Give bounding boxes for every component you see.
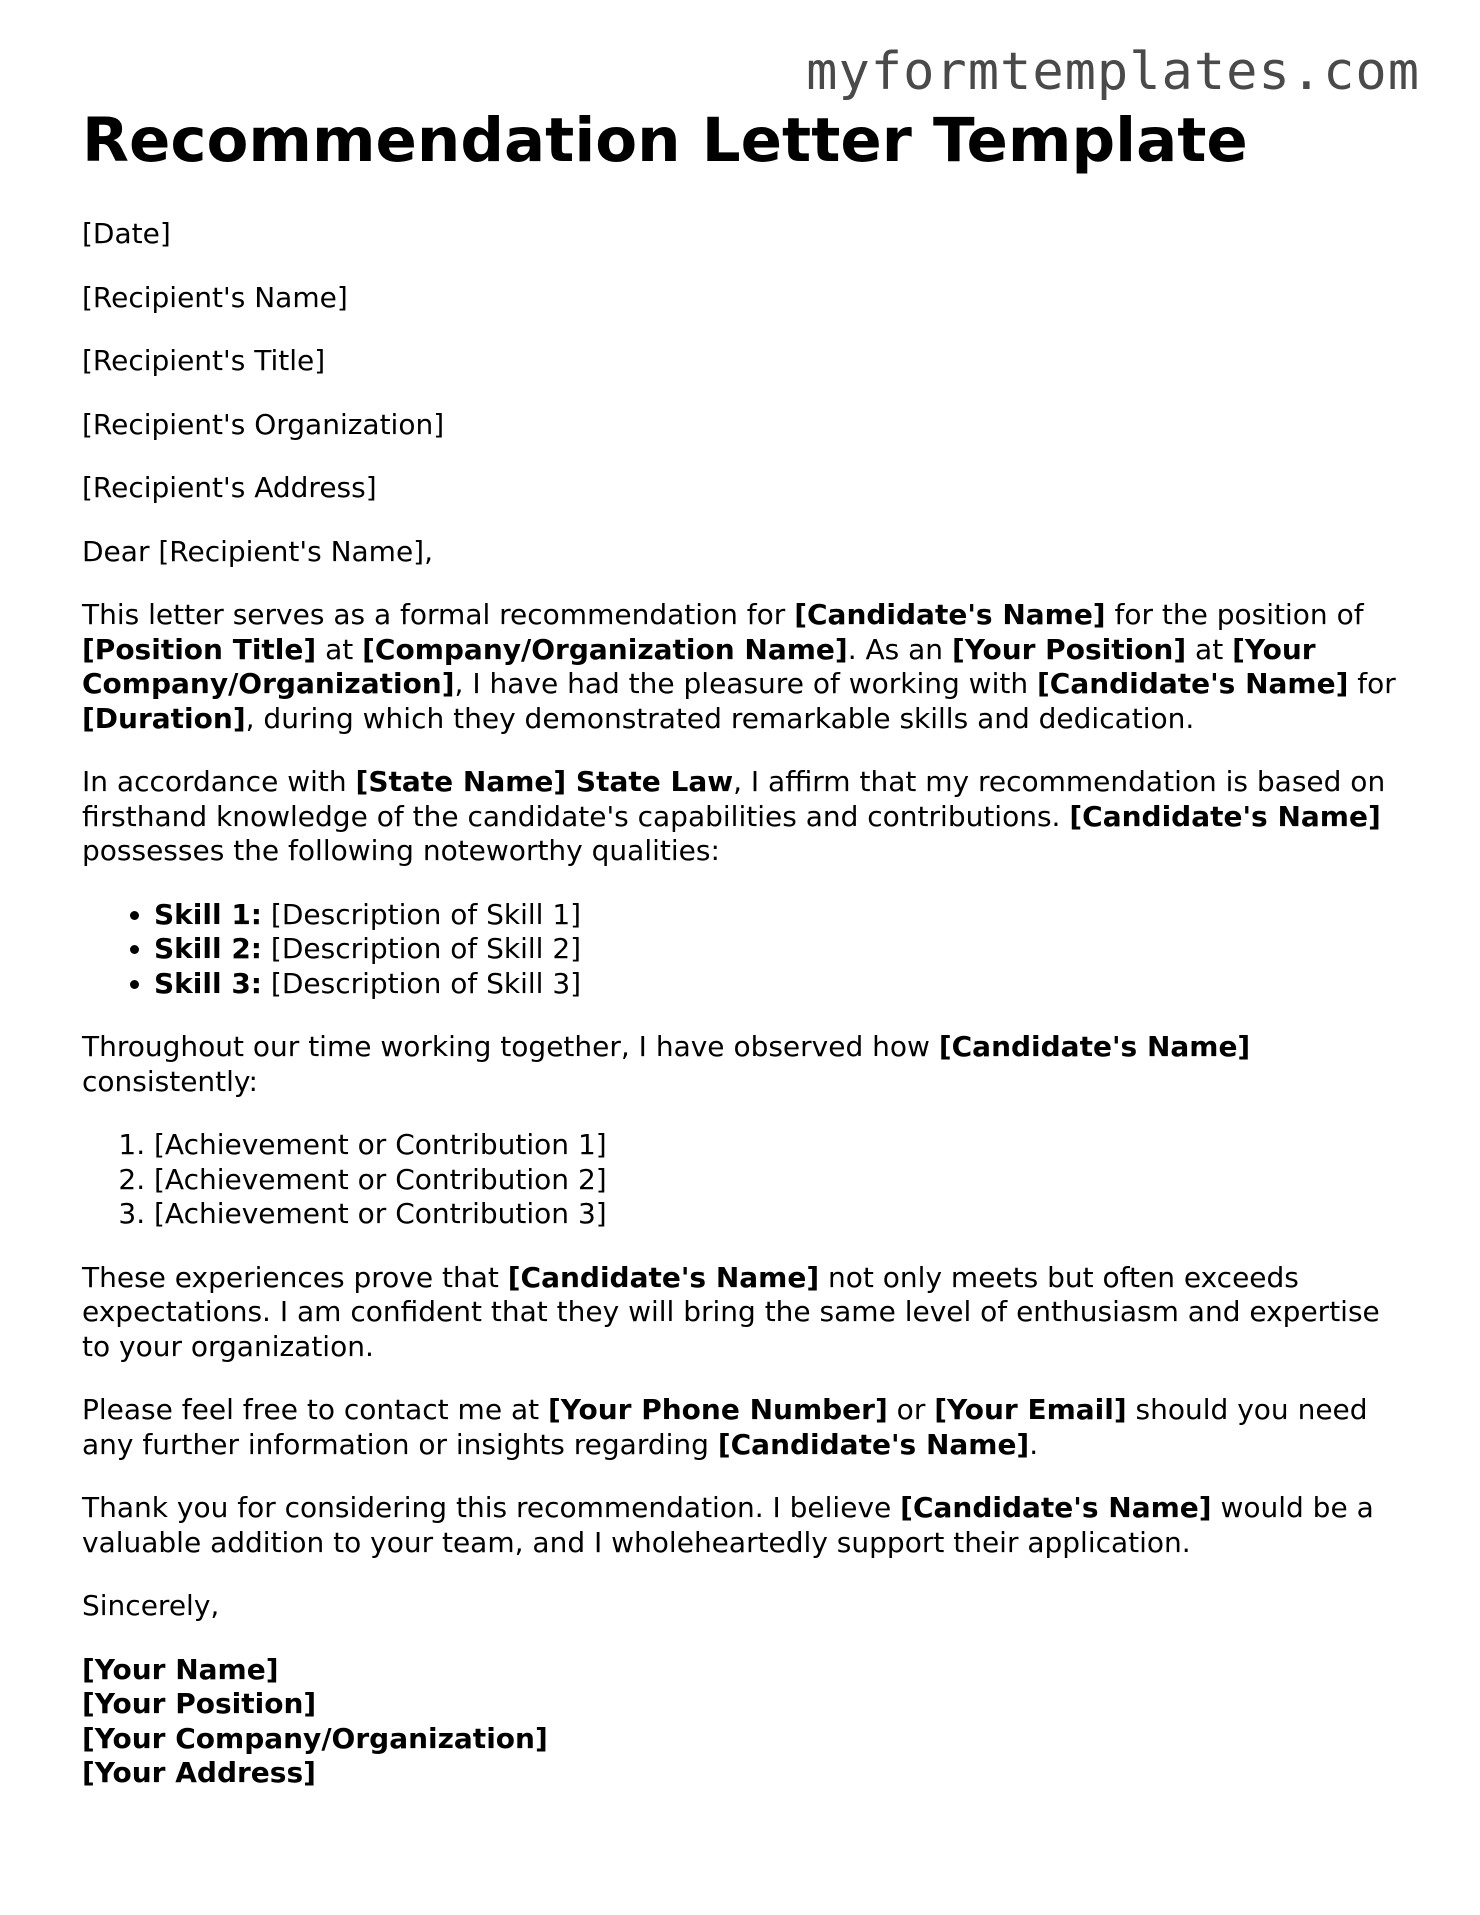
paragraph-thanks: Thank you for considering this recommendation. I believe [Candidate's Name] would be a valuable addition to your team, and I wholeheartedly support their application.: [82, 1491, 1374, 1559]
paragraph-observation: Throughout our time working together, I have observed how [Candidate's Name] consistently:: [82, 1030, 1251, 1098]
letter-document: [82, 104, 1412, 1791]
list-item: • Skill 3: [Description of Skill 3]: [154, 967, 1412, 1002]
date-line: [Date]: [82, 217, 171, 251]
achievements-list: [82, 1128, 1412, 1232]
list-item: 1. [Achievement or Contribution 1]: [154, 1128, 1412, 1163]
closing: Sincerely,: [82, 1589, 220, 1623]
signature-block: [82, 1653, 1412, 1791]
site-watermark: myformtemplates.com: [806, 42, 1420, 102]
page-title: Recommendation Letter Template: [82, 105, 1248, 176]
paragraph-state-law: In accordance with [State Name] State Law, I affirm that my recommendation is based on firsthand knowledge of the candidate's capabilities and contributions. [Candidate's Name] possesses the following noteworthy qualities:: [82, 765, 1386, 868]
recipient-address-line: [Recipient's Address]: [82, 471, 377, 505]
paragraph-experiences: These experiences prove that [Candidate's Name] not only meets but often exceeds expectations. I am confident that they will bring the same level of enthusiasm and expertise to your organization.: [82, 1260, 1380, 1363]
list-item: 2. [Achievement or Contribution 2]: [154, 1163, 1412, 1198]
signature-name: [Your Name]: [82, 1652, 279, 1686]
paragraph-contact: Please feel free to contact me at [Your Phone Number] or [Your Email] should you need any further information or insights regarding [Candidate's Name].: [82, 1393, 1368, 1461]
signature-organization: [Your Company/Organization]: [82, 1721, 548, 1755]
list-item: • Skill 1: [Description of Skill 1]: [154, 898, 1412, 933]
recipient-organization-line: [Recipient's Organization]: [82, 407, 445, 441]
list-item: 3. [Achievement or Contribution 3]: [154, 1197, 1412, 1232]
signature-address: [Your Address]: [82, 1756, 316, 1790]
salutation: Dear [Recipient's Name],: [82, 534, 433, 568]
paragraph-introduction: This letter serves as a formal recommendation for [Candidate's Name] for the position of [Position Title] at [Company/Organization Name]. As an [Your Position] at [Your Company/Organization], I have had the pleasure of working with [Candidate's Name] for [Duration], during which they demonstrated remarkable skills and dedication.: [82, 598, 1396, 735]
list-item: • Skill 2: [Description of Skill 2]: [154, 932, 1412, 967]
recipient-name-line: [Recipient's Name]: [82, 280, 348, 314]
skills-list: [82, 898, 1412, 1002]
signature-position: [Your Position]: [82, 1687, 317, 1721]
recipient-title-line: [Recipient's Title]: [82, 344, 326, 378]
